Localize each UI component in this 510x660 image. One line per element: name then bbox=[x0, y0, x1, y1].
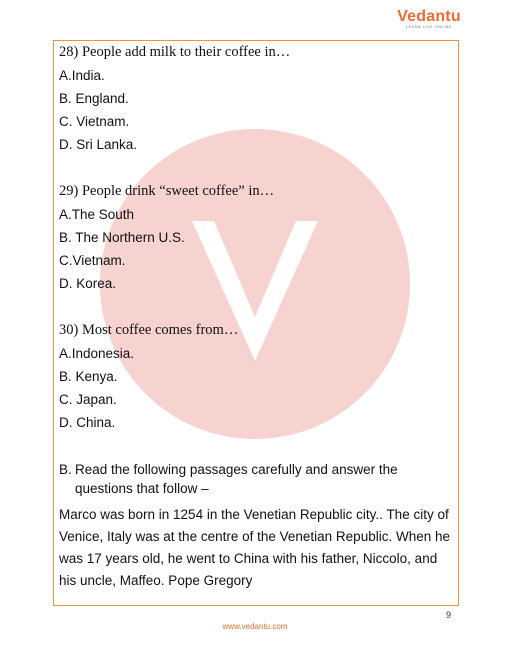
question-28-option-c: C. Vietnam. bbox=[59, 114, 130, 129]
section-b-label: B. bbox=[59, 462, 72, 477]
question-29-option-c: C.Vietnam. bbox=[59, 253, 126, 268]
page-frame bbox=[53, 40, 459, 606]
reading-passage: Marco was born in 1254 in the Venetian Republic city.. The city of Venice, Italy was at the centre of the Venetian Republic. When he was 17 years old, he went to China with his father, Niccolo, and his uncle, Maffeo. Pope Gregory bbox=[59, 507, 450, 588]
question-28-option-b: B. England. bbox=[59, 91, 129, 106]
question-30-option-c: C. Japan. bbox=[59, 392, 117, 407]
question-29-option-b: B. The Northern U.S. bbox=[59, 230, 185, 245]
page-number: 9 bbox=[446, 610, 452, 620]
section-b-line-2: questions that follow – bbox=[75, 481, 209, 496]
question-28-stem: 28) People add milk to their coffee in… bbox=[59, 44, 291, 60]
question-28-option-a: A.India. bbox=[59, 68, 105, 83]
question-29-option-a: A.The South bbox=[59, 207, 135, 222]
footer-website-link[interactable]: www.vedantu.com bbox=[222, 622, 288, 631]
question-30-stem: 30) Most coffee comes from… bbox=[59, 322, 239, 338]
section-b-instructions bbox=[59, 462, 449, 496]
logo-wordmark: Vedantu bbox=[397, 8, 461, 25]
document-content bbox=[54, 41, 458, 605]
question-30-option-b: B. Kenya. bbox=[59, 369, 118, 384]
section-b-line-1: Read the following passages carefully and answer the bbox=[75, 462, 398, 477]
question-30-option-d: D. China. bbox=[59, 415, 116, 430]
vedantu-logo bbox=[386, 8, 472, 36]
logo-tagline: LEARN LIVE ONLINE bbox=[406, 25, 452, 29]
question-30-option-a: A.Indonesia. bbox=[59, 346, 135, 361]
question-29-option-d: D. Korea. bbox=[59, 276, 117, 291]
question-29-stem: 29) People drink “sweet coffee” in… bbox=[59, 183, 275, 199]
question-28-option-d: D. Sri Lanka. bbox=[59, 137, 138, 152]
